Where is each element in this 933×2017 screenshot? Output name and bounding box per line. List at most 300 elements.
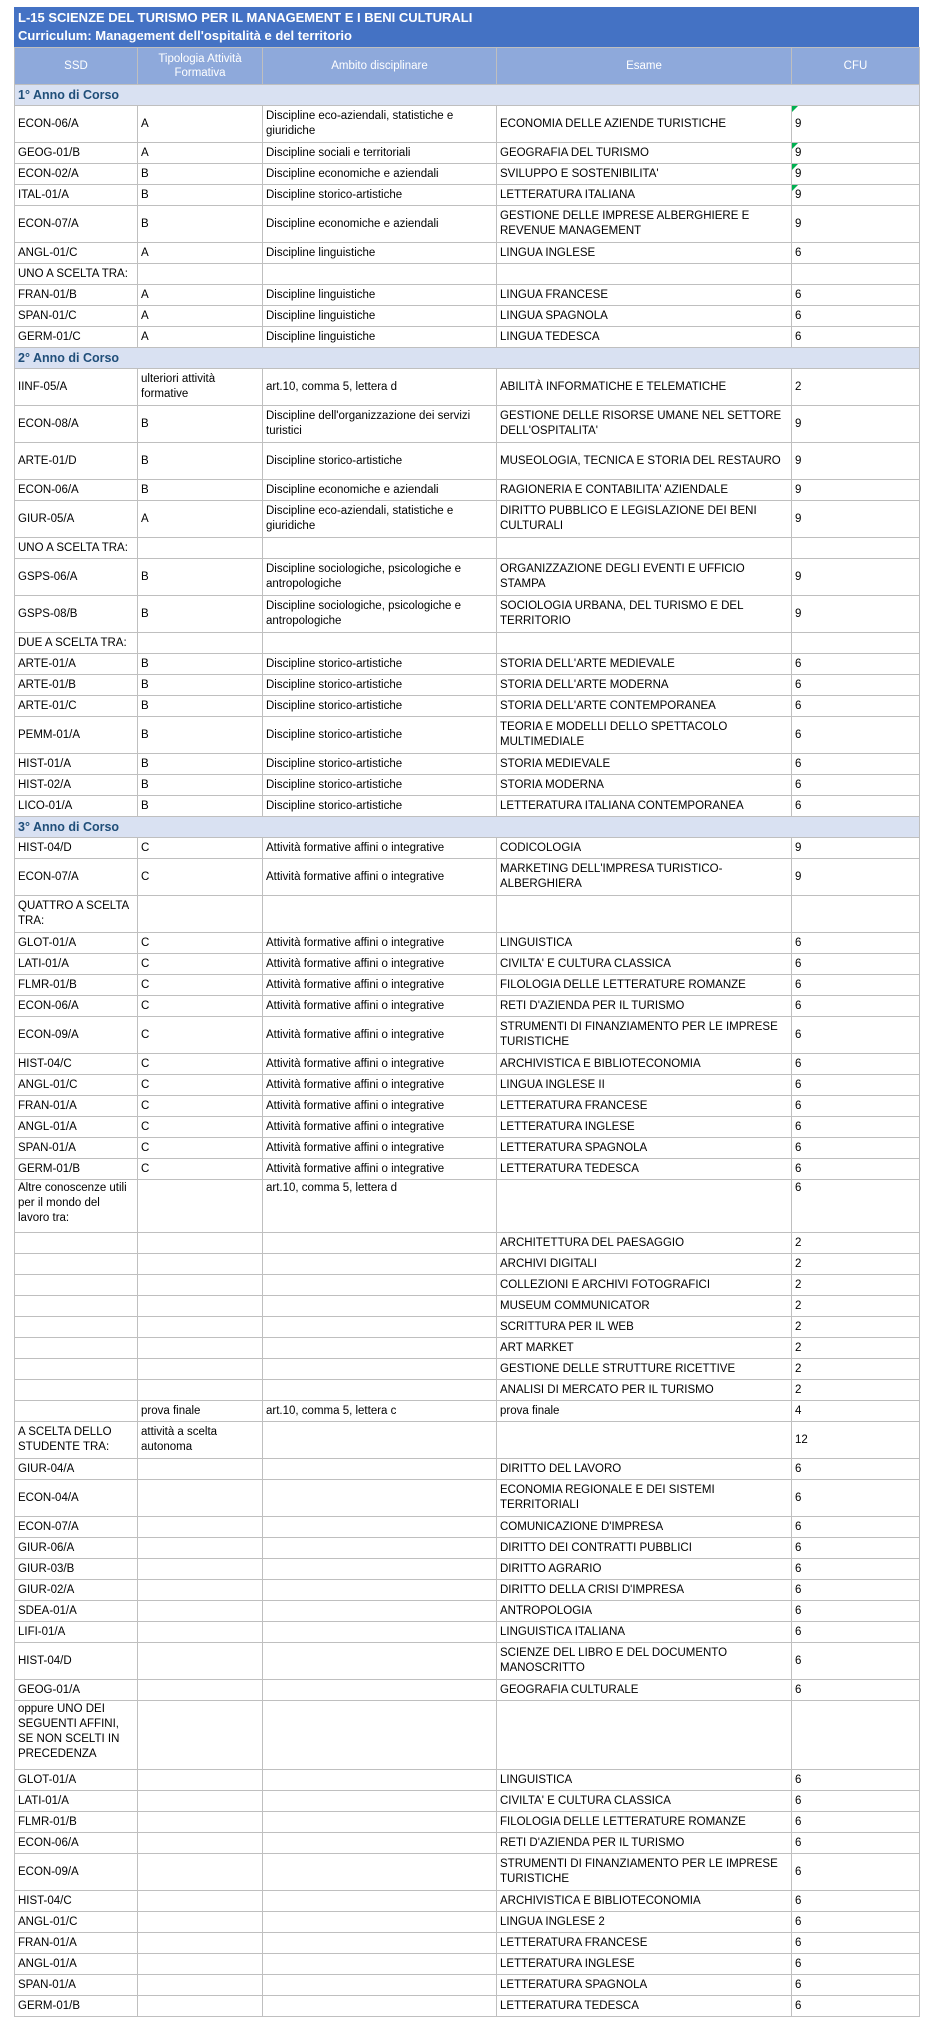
cell-ambito: Attività formative affini o integrative [263, 975, 497, 996]
table-row [15, 406, 920, 443]
curriculum-label: Curriculum: Management dell'ospitalità e del territorio [18, 28, 352, 43]
cell-cfu: 2 [792, 1275, 920, 1296]
cell-esame [497, 1180, 792, 1233]
cell-ambito: Discipline storico-artistiche [263, 796, 497, 817]
cell-esame: SCIENZE DEL LIBRO E DEL DOCUMENTO MANOSCRITTO [497, 1643, 792, 1680]
cell-esame: STORIA DELL'ARTE CONTEMPORANEA [497, 696, 792, 717]
cell-tipologia [138, 1380, 263, 1401]
cell-ambito: Attività formative affini o integrative [263, 1017, 497, 1054]
cell-esame: LETTERATURA SPAGNOLA [497, 1975, 792, 1996]
cell-tipologia: B [138, 206, 263, 243]
cell-ambito: Discipline economiche e aziendali [263, 206, 497, 243]
cell-tipologia [138, 1996, 263, 2017]
cell-esame: RAGIONERIA E CONTABILITA' AZIENDALE [497, 480, 792, 501]
cell-ambito [263, 1559, 497, 1580]
cell-esame: FILOLOGIA DELLE LETTERATURE ROMANZE [497, 1812, 792, 1833]
table-row [15, 185, 920, 206]
cell-esame: ARCHIVISTICA E BIBLIOTECONOMIA [497, 1054, 792, 1075]
cell-ssd: GSPS-08/B [15, 596, 138, 633]
cell-ssd: ANGL-01/A [15, 1117, 138, 1138]
cell-cfu: 9 [792, 838, 920, 859]
table-row [15, 559, 920, 596]
cell-tipologia [138, 1580, 263, 1601]
cell-tipologia: A [138, 501, 263, 538]
cell-esame: RETI D'AZIENDA PER IL TURISMO [497, 1833, 792, 1854]
cell-cfu: 6 [792, 1996, 920, 2017]
cell-cfu: 2 [792, 1380, 920, 1401]
cell-cfu: 6 [792, 1643, 920, 1680]
cell-ssd: HIST-04/C [15, 1891, 138, 1912]
cell-cfu: 6 [792, 654, 920, 675]
cell-ssd [15, 1401, 138, 1422]
header-cfu: CFU [792, 48, 920, 85]
cell-tipologia [138, 1338, 263, 1359]
table-row [15, 1954, 920, 1975]
cell-cfu: 6 [792, 796, 920, 817]
table-row [15, 633, 920, 654]
cell-tipologia: C [138, 975, 263, 996]
cell-tipologia: B [138, 164, 263, 185]
cell-esame: STORIA DELL'ARTE MEDIEVALE [497, 654, 792, 675]
cell-tipologia [138, 264, 263, 285]
cell-esame: GEOGRAFIA CULTURALE [497, 1680, 792, 1701]
table-row [15, 538, 920, 559]
cell-tipologia [138, 538, 263, 559]
cell-ambito: Discipline storico-artistiche [263, 443, 497, 480]
table-row [15, 1117, 920, 1138]
cell-tipologia: C [138, 996, 263, 1017]
table-row [15, 1317, 920, 1338]
courses-table [14, 47, 920, 2017]
cell-tipologia [138, 1254, 263, 1275]
table-row [15, 838, 920, 859]
cell-ssd: FRAN-01/A [15, 1096, 138, 1117]
cell-esame: LETTERATURA ITALIANA [497, 185, 792, 206]
cell-ambito [263, 1517, 497, 1538]
cell-ambito: art.10, comma 5, lettera d [263, 1180, 497, 1233]
header-ssd: SSD [15, 48, 138, 85]
cell-ambito: Attività formative affini o integrative [263, 859, 497, 896]
table-row [15, 1622, 920, 1643]
cell-esame: DIRITTO DELLA CRISI D'IMPRESA [497, 1580, 792, 1601]
cell-cfu: 6 [792, 775, 920, 796]
table-row [15, 1770, 920, 1791]
cell-cfu [792, 633, 920, 654]
cell-ssd: QUATTRO A SCELTA TRA: [15, 896, 138, 933]
table-row [15, 696, 920, 717]
cell-cfu: 4 [792, 1401, 920, 1422]
cell-tipologia [138, 1812, 263, 1833]
cell-ambito: Discipline linguistiche [263, 285, 497, 306]
cell-tipologia [138, 1622, 263, 1643]
cell-esame: STORIA MEDIEVALE [497, 754, 792, 775]
cell-cfu: 6 [792, 996, 920, 1017]
cell-cfu: 6 [792, 1538, 920, 1559]
table-row [15, 1233, 920, 1254]
table-row [15, 206, 920, 243]
cell-tipologia: A [138, 143, 263, 164]
cell-cfu: 9 [792, 859, 920, 896]
cell-cfu: 6 [792, 754, 920, 775]
cell-ssd: GIUR-06/A [15, 1538, 138, 1559]
cell-ambito: Discipline storico-artistiche [263, 775, 497, 796]
table-body [15, 85, 920, 2017]
cell-cfu: 2 [792, 369, 920, 406]
cell-ssd: ECON-09/A [15, 1854, 138, 1891]
cell-cfu: 9 [792, 143, 920, 164]
cell-cfu: 6 [792, 1180, 920, 1233]
cell-cfu: 6 [792, 1891, 920, 1912]
cell-esame: LETTERATURA TEDESCA [497, 1159, 792, 1180]
cell-ssd: SPAN-01/A [15, 1975, 138, 1996]
cell-ssd: LATI-01/A [15, 1791, 138, 1812]
cell-cfu: 9 [792, 501, 920, 538]
table-row [15, 1975, 920, 1996]
cell-tipologia [138, 1891, 263, 1912]
cell-cfu: 9 [792, 406, 920, 443]
cell-esame [497, 896, 792, 933]
cell-cfu: 6 [792, 1517, 920, 1538]
table-row [15, 859, 920, 896]
cell-ssd: SPAN-01/A [15, 1138, 138, 1159]
cell-tipologia: C [138, 1075, 263, 1096]
cell-tipologia [138, 1954, 263, 1975]
cell-cfu: 9 [792, 596, 920, 633]
cell-ambito: Discipline economiche e aziendali [263, 164, 497, 185]
cell-ssd: LICO-01/A [15, 796, 138, 817]
cell-cfu: 9 [792, 443, 920, 480]
cell-ambito [263, 1380, 497, 1401]
cell-cfu [792, 896, 920, 933]
cell-tipologia [138, 1643, 263, 1680]
table-row [15, 1180, 920, 1233]
cell-cfu: 6 [792, 1601, 920, 1622]
cell-tipologia [138, 1538, 263, 1559]
cell-esame: LETTERATURA INGLESE [497, 1117, 792, 1138]
table-row [15, 1254, 920, 1275]
cell-cfu: 9 [792, 164, 920, 185]
cell-cfu: 6 [792, 327, 920, 348]
cell-cfu: 6 [792, 1854, 920, 1891]
cell-tipologia [138, 1459, 263, 1480]
table-row [15, 327, 920, 348]
cell-ssd: ANGL-01/A [15, 1954, 138, 1975]
cell-cfu: 6 [792, 1680, 920, 1701]
cell-tipologia: attività a scelta autonoma [138, 1422, 263, 1459]
cell-tipologia [138, 1275, 263, 1296]
cell-esame: CODICOLOGIA [497, 838, 792, 859]
cell-cfu: 6 [792, 1117, 920, 1138]
year-section-row [15, 817, 920, 838]
cell-tipologia: B [138, 775, 263, 796]
cell-ssd: GIUR-04/A [15, 1459, 138, 1480]
cell-esame: GESTIONE DELLE STRUTTURE RICETTIVE [497, 1359, 792, 1380]
cell-ssd: GIUR-02/A [15, 1580, 138, 1601]
cell-tipologia [138, 1480, 263, 1517]
cell-esame: ORGANIZZAZIONE DEGLI EVENTI E UFFICIO STAMPA [497, 559, 792, 596]
cell-esame: GESTIONE DELLE RISORSE UMANE NEL SETTORE DELL'OSPITALITA' [497, 406, 792, 443]
cell-tipologia: A [138, 106, 263, 143]
cell-ambito: Attività formative affini o integrative [263, 1159, 497, 1180]
table-row [15, 1459, 920, 1480]
table-row [15, 1701, 920, 1770]
cell-ssd: GERM-01/B [15, 1996, 138, 2017]
cell-ssd: ANGL-01/C [15, 243, 138, 264]
table-row [15, 596, 920, 633]
table-row [15, 480, 920, 501]
cell-esame: COMUNICAZIONE D'IMPRESA [497, 1517, 792, 1538]
cell-ssd: FLMR-01/B [15, 1812, 138, 1833]
cell-ssd [15, 1275, 138, 1296]
cell-ssd: A SCELTA DELLO STUDENTE TRA: [15, 1422, 138, 1459]
cell-tipologia: B [138, 185, 263, 206]
cell-esame: prova finale [497, 1401, 792, 1422]
cell-esame [497, 633, 792, 654]
cell-ambito: Attività formative affini o integrative [263, 996, 497, 1017]
cell-ambito [263, 1643, 497, 1680]
table-row [15, 1580, 920, 1601]
table-row [15, 1296, 920, 1317]
cell-esame: MUSEUM COMMUNICATOR [497, 1296, 792, 1317]
table-row [15, 1538, 920, 1559]
cell-ambito [263, 1275, 497, 1296]
cell-ambito [263, 1233, 497, 1254]
cell-tipologia [138, 1701, 263, 1770]
cell-tipologia [138, 1770, 263, 1791]
cell-ambito: Discipline sociali e territoriali [263, 143, 497, 164]
cell-ambito [263, 1701, 497, 1770]
cell-ambito [263, 1580, 497, 1601]
cell-esame: SOCIOLOGIA URBANA, DEL TURISMO E DEL TERRITORIO [497, 596, 792, 633]
cell-ssd: HIST-02/A [15, 775, 138, 796]
cell-ssd: GLOT-01/A [15, 933, 138, 954]
cell-tipologia: C [138, 954, 263, 975]
cell-ssd: ANGL-01/C [15, 1912, 138, 1933]
cell-esame: ECONOMIA REGIONALE E DEI SISTEMI TERRITORIALI [497, 1480, 792, 1517]
cell-ambito [263, 264, 497, 285]
cell-cfu: 6 [792, 1933, 920, 1954]
cell-ambito [263, 1770, 497, 1791]
year-section-label: 1° Anno di Corso [15, 85, 920, 106]
cell-cfu: 9 [792, 480, 920, 501]
cell-ambito [263, 1317, 497, 1338]
cell-ssd: ARTE-01/C [15, 696, 138, 717]
cell-ambito: Discipline eco-aziendali, statistiche e giuridiche [263, 501, 497, 538]
cell-tipologia: C [138, 1138, 263, 1159]
table-row [15, 954, 920, 975]
cell-ambito: Discipline storico-artistiche [263, 696, 497, 717]
cell-ssd: GLOT-01/A [15, 1770, 138, 1791]
table-row [15, 1643, 920, 1680]
table-row [15, 1422, 920, 1459]
cell-cfu: 6 [792, 1770, 920, 1791]
cell-cfu: 6 [792, 1159, 920, 1180]
year-section-label: 3° Anno di Corso [15, 817, 920, 838]
cell-ambito [263, 1975, 497, 1996]
cell-tipologia [138, 1601, 263, 1622]
table-row [15, 1380, 920, 1401]
table-row [15, 1138, 920, 1159]
cell-tipologia [138, 1517, 263, 1538]
cell-esame: SCRITTURA PER IL WEB [497, 1317, 792, 1338]
cell-cfu: 2 [792, 1296, 920, 1317]
cell-esame: LETTERATURA ITALIANA CONTEMPORANEA [497, 796, 792, 817]
cell-ssd: GERM-01/C [15, 327, 138, 348]
cell-ambito [263, 1791, 497, 1812]
table-row [15, 754, 920, 775]
cell-esame: ABILITÀ INFORMATICHE E TELEMATICHE [497, 369, 792, 406]
cell-tipologia [138, 1680, 263, 1701]
cell-ambito: Discipline storico-artistiche [263, 654, 497, 675]
cell-ssd [15, 1317, 138, 1338]
cell-tipologia: C [138, 1159, 263, 1180]
cell-ambito: Attività formative affini o integrative [263, 954, 497, 975]
table-row [15, 369, 920, 406]
cell-esame [497, 264, 792, 285]
cell-esame [497, 1701, 792, 1770]
cell-ssd: GEOG-01/A [15, 1680, 138, 1701]
table-row [15, 1075, 920, 1096]
cell-ssd [15, 1359, 138, 1380]
cell-tipologia [138, 1233, 263, 1254]
cell-ambito [263, 1254, 497, 1275]
cell-tipologia [138, 1791, 263, 1812]
cell-ssd: ECON-06/A [15, 996, 138, 1017]
cell-tipologia [138, 1317, 263, 1338]
cell-cfu: 6 [792, 954, 920, 975]
cell-esame: LINGUISTICA [497, 1770, 792, 1791]
cell-ambito [263, 1601, 497, 1622]
cell-esame: LETTERATURA FRANCESE [497, 1933, 792, 1954]
cell-esame: ARCHIVISTICA E BIBLIOTECONOMIA [497, 1891, 792, 1912]
cell-cfu: 6 [792, 1833, 920, 1854]
cell-ssd: ANGL-01/C [15, 1075, 138, 1096]
cell-cfu [792, 1701, 920, 1770]
cell-ssd: HIST-04/D [15, 838, 138, 859]
table-row [15, 1159, 920, 1180]
cell-ambito [263, 1480, 497, 1517]
cell-esame: LINGUISTICA ITALIANA [497, 1622, 792, 1643]
cell-tipologia [138, 1933, 263, 1954]
cell-esame: DIRITTO DEL LAVORO [497, 1459, 792, 1480]
table-row [15, 143, 920, 164]
cell-ambito [263, 538, 497, 559]
document-title-bar [14, 7, 919, 47]
table-row [15, 243, 920, 264]
table-row [15, 996, 920, 1017]
cell-ssd: ARTE-01/B [15, 675, 138, 696]
cell-ambito: Attività formative affini o integrative [263, 1075, 497, 1096]
cell-esame: FILOLOGIA DELLE LETTERATURE ROMANZE [497, 975, 792, 996]
cell-tipologia [138, 1359, 263, 1380]
cell-esame: LINGUA INGLESE II [497, 1075, 792, 1096]
cell-ssd: SDEA-01/A [15, 1601, 138, 1622]
cell-esame: STORIA MODERNA [497, 775, 792, 796]
year-section-row [15, 348, 920, 369]
cell-tipologia: ulteriori attività formative [138, 369, 263, 406]
cell-ssd: IINF-05/A [15, 369, 138, 406]
cell-cfu: 6 [792, 285, 920, 306]
year-section-row [15, 85, 920, 106]
cell-esame: LINGUISTICA [497, 933, 792, 954]
cell-ssd: ECON-09/A [15, 1017, 138, 1054]
cell-ssd: FRAN-01/B [15, 285, 138, 306]
cell-tipologia: B [138, 654, 263, 675]
cell-esame: DIRITTO AGRARIO [497, 1559, 792, 1580]
cell-ssd: ECON-02/A [15, 164, 138, 185]
cell-esame: LINGUA FRANCESE [497, 285, 792, 306]
cell-ssd [15, 1296, 138, 1317]
cell-esame [497, 538, 792, 559]
cell-esame: ANTROPOLOGIA [497, 1601, 792, 1622]
table-row [15, 654, 920, 675]
cell-ambito [263, 633, 497, 654]
cell-esame: LETTERATURA TEDESCA [497, 1996, 792, 2017]
cell-cfu: 6 [792, 696, 920, 717]
cell-ambito: Discipline storico-artistiche [263, 754, 497, 775]
cell-tipologia: C [138, 1054, 263, 1075]
cell-cfu [792, 264, 920, 285]
cell-ambito: Discipline linguistiche [263, 243, 497, 264]
cell-ambito: Attività formative affini o integrative [263, 1054, 497, 1075]
table-row [15, 1891, 920, 1912]
cell-ambito [263, 1912, 497, 1933]
cell-tipologia: A [138, 327, 263, 348]
cell-esame: GESTIONE DELLE IMPRESE ALBERGHIERE E REVENUE MANAGEMENT [497, 206, 792, 243]
cell-ambito: Discipline sociologiche, psicologiche e antropologiche [263, 559, 497, 596]
table-row [15, 796, 920, 817]
table-row [15, 1096, 920, 1117]
cell-ssd: ECON-06/A [15, 1833, 138, 1854]
cell-tipologia [138, 1833, 263, 1854]
cell-tipologia [138, 1559, 263, 1580]
cell-tipologia: C [138, 859, 263, 896]
cell-cfu: 2 [792, 1233, 920, 1254]
table-row [15, 1601, 920, 1622]
cell-tipologia [138, 1975, 263, 1996]
cell-ambito: Discipline storico-artistiche [263, 185, 497, 206]
table-row [15, 1480, 920, 1517]
table-header-row [15, 48, 920, 85]
cell-tipologia: C [138, 1017, 263, 1054]
document-title: L-15 SCIENZE DEL TURISMO PER IL MANAGEMENT E I BENI CULTURALI [18, 10, 473, 25]
cell-tipologia: A [138, 243, 263, 264]
cell-ambito [263, 1854, 497, 1891]
cell-ambito [263, 1954, 497, 1975]
cell-esame: CIVILTA' E CULTURA CLASSICA [497, 954, 792, 975]
table-row [15, 264, 920, 285]
table-row [15, 285, 920, 306]
cell-cfu: 2 [792, 1338, 920, 1359]
cell-ssd: GEOG-01/B [15, 143, 138, 164]
cell-esame: DIRITTO PUBBLICO E LEGISLAZIONE DEI BENI CULTURALI [497, 501, 792, 538]
cell-ssd: UNO A SCELTA TRA: [15, 264, 138, 285]
header-esame: Esame [497, 48, 792, 85]
table-row [15, 1912, 920, 1933]
cell-ssd: HIST-04/D [15, 1643, 138, 1680]
year-section-label: 2° Anno di Corso [15, 348, 920, 369]
cell-tipologia: C [138, 1096, 263, 1117]
cell-ambito: Attività formative affini o integrative [263, 1096, 497, 1117]
cell-esame: MUSEOLOGIA, TECNICA E STORIA DEL RESTAURO [497, 443, 792, 480]
cell-esame: STRUMENTI DI FINANZIAMENTO PER LE IMPRESE TURISTICHE [497, 1017, 792, 1054]
cell-cfu: 6 [792, 1017, 920, 1054]
cell-cfu: 6 [792, 717, 920, 754]
cell-ssd: ECON-04/A [15, 1480, 138, 1517]
cell-ssd: ECON-07/A [15, 1517, 138, 1538]
table-row [15, 1680, 920, 1701]
cell-cfu: 6 [792, 933, 920, 954]
